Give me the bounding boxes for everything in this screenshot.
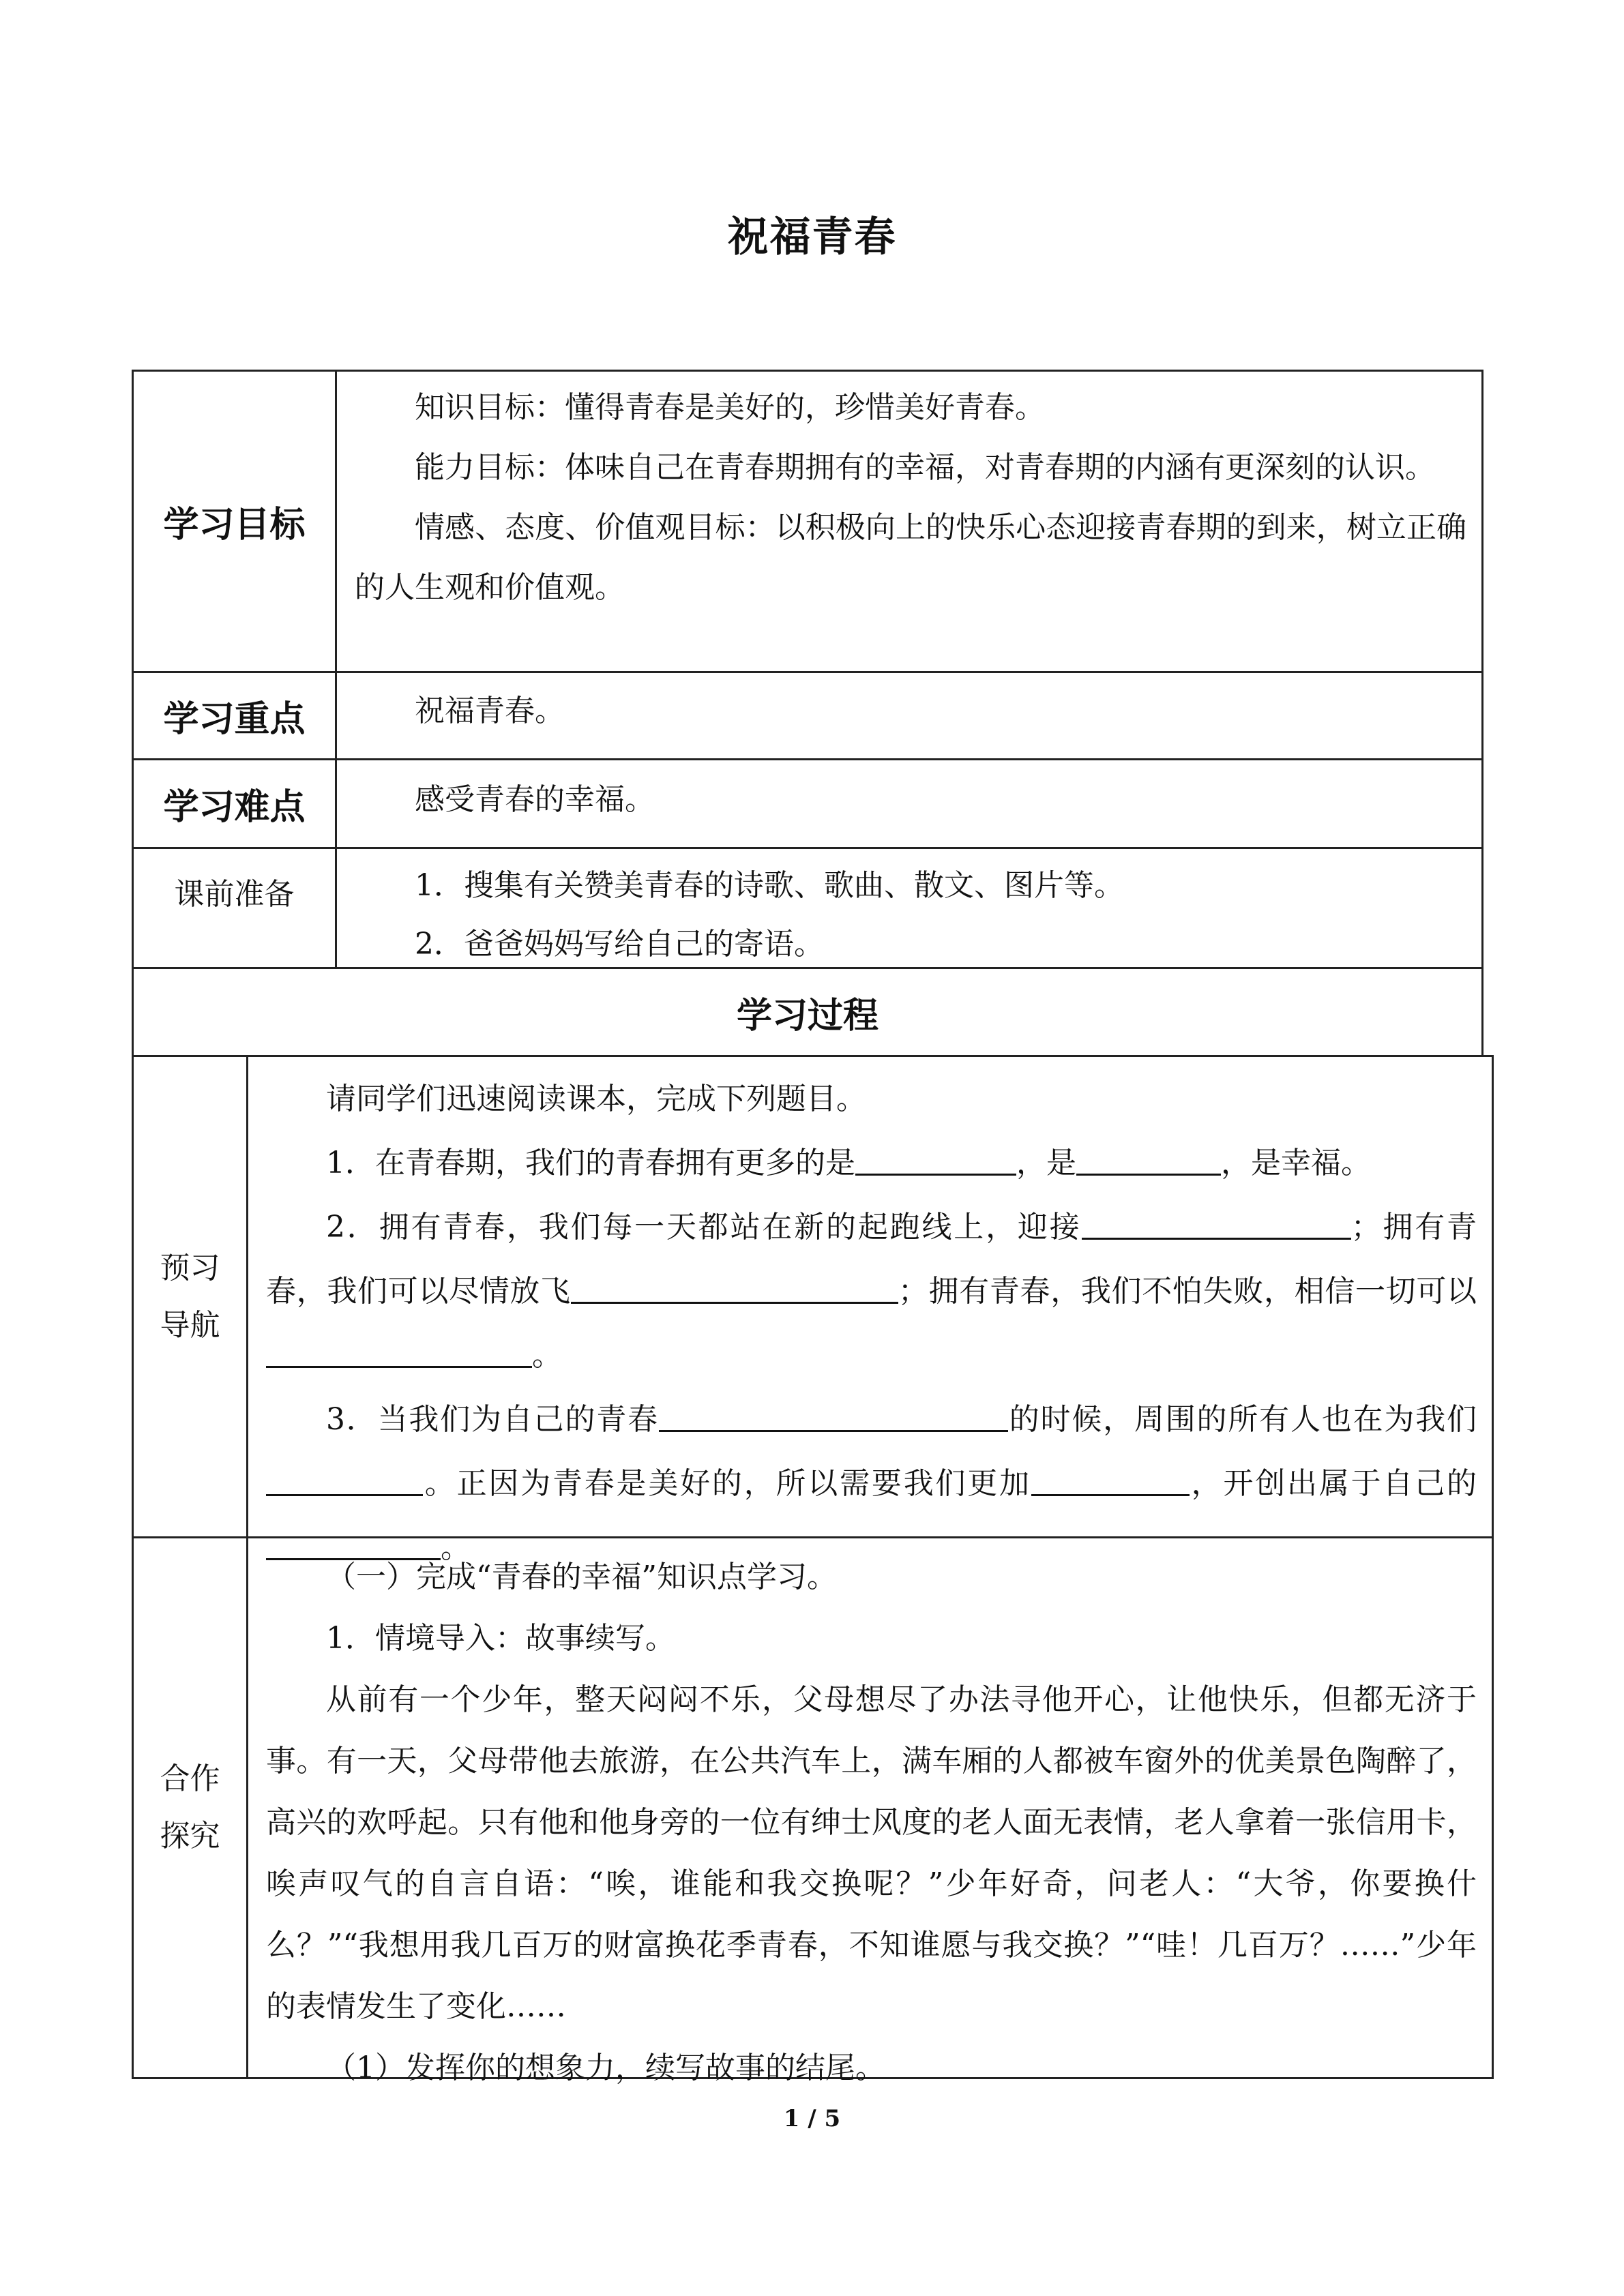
explore-step: 1．情境导入：故事续写。 — [326, 1621, 675, 1656]
preview-content — [248, 1067, 1492, 1580]
preview-question-2: 2．拥有青春，我们每一天都站在新的起跑线上，迎接 ；拥有青春，我们可以尽情放飞 ；拥有青春，我们不怕失败，相信一切可以。 — [266, 1195, 1477, 1388]
answer-blank[interactable] — [659, 1399, 1008, 1432]
explore-section-heading: （一）完成“青春的幸福”知识点学习。 — [326, 1560, 837, 1594]
objective-ability: 能力目标：体味自己在青春期拥有的幸福，对青春期的内涵有更深刻的认识。 — [415, 450, 1435, 485]
table-border-right — [1492, 1055, 1494, 2079]
explore-label-line: 合作 — [160, 1761, 220, 1796]
objective-attitude: 情感、态度、价值观目标：以积极向上的快乐心态迎接青春期的到来，树立正确的人生观和价值观。 — [355, 510, 1466, 605]
explore-task: （1）发挥你的想象力，续写故事的结尾。 — [326, 2051, 885, 2085]
preparation-label: 课前准备 — [174, 877, 295, 912]
key-point-label: 学习重点 — [163, 699, 306, 740]
difficulty-label: 学习难点 — [163, 787, 306, 828]
answer-blank[interactable] — [1076, 1142, 1221, 1176]
answer-blank[interactable] — [1082, 1206, 1351, 1240]
explore-story: 从前有一个少年，整天闷闷不乐，父母想尽了办法寻他开心，让他快乐，但都无济于事。有一天，父母带他去旅游，在公共汽车上，满车厢的人都被车窗外的优美景色陶醉了，高兴的欢呼起。只有他和他身旁的一位有绅士风度的老人面无表情，老人拿着一张信用卡，唉声叹气的自言自语：“唉，谁能和我交换呢？”少年好奇，问老人：“大爷，你要换什么？”“我想用我几百万的财富换花季青春，不知谁愿与我交换？”“哇！几百万？……”少年的表情发生了变化…… — [266, 1682, 1477, 2024]
key-point-content — [337, 681, 1481, 741]
preview-label — [134, 1057, 246, 1536]
preparation-content — [337, 856, 1481, 974]
difficulty-content — [337, 770, 1481, 830]
preview-label-line: 预习 — [160, 1250, 220, 1285]
explore-label-line: 探究 — [160, 1819, 220, 1853]
answer-blank[interactable] — [855, 1142, 1016, 1176]
explore-label — [134, 1538, 246, 2077]
preview-label-line: 导航 — [160, 1307, 220, 1343]
key-point-text: 祝福青春。 — [415, 694, 565, 728]
process-label: 学习过程 — [736, 995, 879, 1037]
difficulty-text: 感受青春的幸福。 — [415, 782, 655, 817]
table-row-divider — [132, 1055, 1494, 1057]
answer-blank[interactable] — [266, 1335, 532, 1368]
explore-content — [248, 1547, 1492, 2099]
objectives-label: 学习目标 — [163, 505, 306, 546]
preview-intro: 请同学们迅速阅读课本，完成下列题目。 — [326, 1082, 866, 1116]
answer-blank[interactable] — [571, 1270, 898, 1304]
objectives-content — [337, 378, 1481, 618]
preparation-item: 1．搜集有关赞美青春的诗歌、歌曲、散文、图片等。 — [415, 868, 1124, 903]
answer-blank[interactable] — [1031, 1463, 1190, 1496]
objective-knowledge: 知识目标：懂得青春是美好的，珍惜美好青春。 — [415, 390, 1045, 425]
page-title: 祝福青春 — [727, 213, 897, 261]
preview-question-3: 3．当我们为自己的青春 的时候，周围的所有人也在为我们。正因为青春是美好的，所以需要我们更加 ，开创出属于自己的。 — [266, 1388, 1477, 1580]
answer-blank[interactable] — [266, 1463, 423, 1496]
preview-question-1: 1．在青春期，我们的青春拥有更多的是 ，是 ，是幸福。 — [266, 1131, 1477, 1195]
page-number: 1 / 5 — [783, 2105, 841, 2132]
table-border-right — [1481, 370, 1483, 1056]
preparation-item: 2．爸爸妈妈写给自己的寄语。 — [415, 927, 824, 961]
